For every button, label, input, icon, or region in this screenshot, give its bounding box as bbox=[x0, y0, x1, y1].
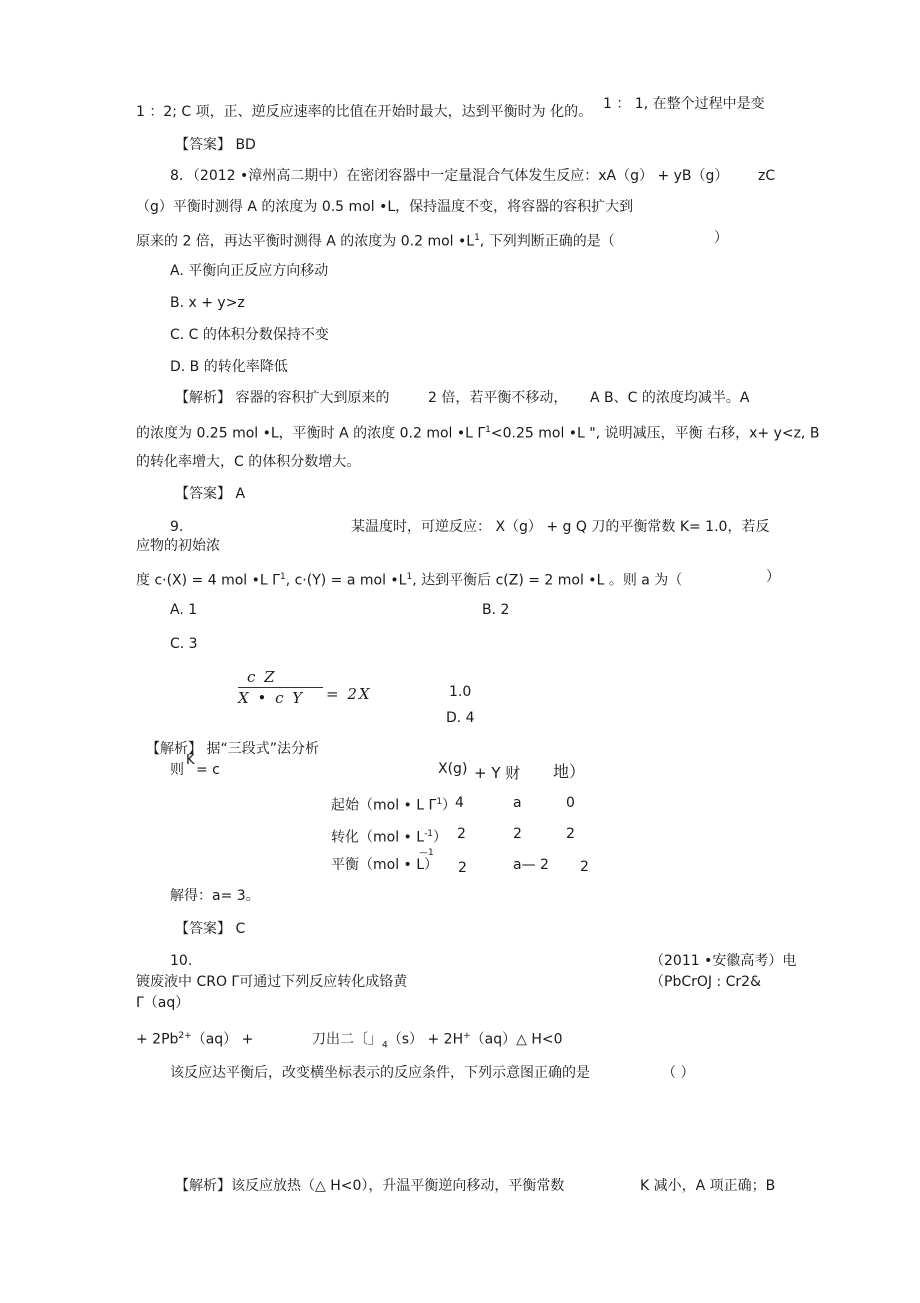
text-line: 1 ： 1, 在整个过程中是变 bbox=[603, 96, 765, 112]
text-run: , 下列判断正确的是（ bbox=[479, 233, 615, 250]
text-run: 的浓度为 0.25 mol •L，平衡时 A 的浓度 0.2 mol •L Γ bbox=[136, 425, 486, 442]
answer-label: 【答案】 BD bbox=[175, 137, 256, 153]
text-line bbox=[312, 1027, 563, 1054]
fraction-denominator: X • c Y bbox=[238, 689, 305, 707]
fraction-numerator: c Z bbox=[247, 668, 277, 686]
text-run: ） bbox=[442, 797, 457, 814]
table-cell: a— 2 bbox=[513, 857, 549, 873]
question-text: 该反应达平衡后，改变横坐标表示的反应条件，下列示意图正确的是 bbox=[170, 1065, 590, 1081]
text-line: （g）平衡时测得 A 的浓度为 0.5 mol •L，保持温度不变，将容器的容积扩大到 bbox=[136, 199, 634, 215]
question-9-number: 9. bbox=[170, 519, 184, 535]
answer-paren: ） bbox=[714, 230, 728, 246]
table-cell: 2 bbox=[458, 860, 467, 876]
option-d: D. 4 bbox=[446, 710, 475, 726]
answer-label: 【答案】 C bbox=[175, 921, 246, 937]
text-run: + 2Pb bbox=[136, 1031, 179, 1048]
superscript: 1 bbox=[436, 797, 443, 807]
text-run: （aq）△ H<0 bbox=[470, 1031, 563, 1048]
table-cell: 2 bbox=[566, 826, 575, 842]
text-line bbox=[136, 229, 615, 251]
question-9-stem: 某温度时，可逆反应： X（g） + g Q 刀的平衡常数 K= 1.0，若反 bbox=[351, 519, 770, 535]
table-cell: 4 bbox=[455, 795, 464, 811]
option-d: D. B 的转化率降低 bbox=[170, 359, 288, 375]
option-b: B. x + y>z bbox=[170, 295, 245, 311]
analysis-text: K 减小，A 项正确；B bbox=[640, 1178, 776, 1194]
text-line: Γ（aq） bbox=[136, 995, 190, 1011]
answer-paren: ） bbox=[766, 569, 780, 585]
text-run: 起始（mol • L Γ bbox=[331, 797, 437, 814]
text-run: （aq） + bbox=[191, 1031, 254, 1048]
table-header: 地） bbox=[553, 762, 586, 781]
text-line: （PbCrOJ : Cr2& bbox=[650, 974, 761, 990]
table-header: X(g) bbox=[438, 761, 468, 777]
text-run: （s） + 2H bbox=[387, 1031, 464, 1048]
table-row-label: 平衡（mol • L） bbox=[331, 857, 439, 873]
answer-paren: （ ） bbox=[662, 1065, 695, 1081]
k-symbol: K bbox=[186, 753, 195, 768]
superscript: 1 bbox=[474, 233, 480, 243]
superscript: 2+ bbox=[178, 1031, 192, 1041]
text-run: 刀出二〔」 bbox=[312, 1031, 382, 1048]
solution-text: 解得：a= 3。 bbox=[170, 888, 260, 904]
superscript: + bbox=[463, 1031, 471, 1041]
text-line: 应物的初始浓 bbox=[136, 538, 220, 554]
table-header: + Y 财 bbox=[474, 764, 521, 782]
analysis-text: 2 倍，若平衡不移动， bbox=[428, 390, 568, 406]
text-line: zC bbox=[758, 168, 776, 184]
text-line: 则 bbox=[170, 762, 184, 778]
text-run: ） bbox=[433, 829, 448, 846]
option-a: A. 平衡向正反应方向移动 bbox=[170, 263, 329, 279]
analysis-text: 【解析】 据“三段式”法分析 bbox=[146, 741, 319, 757]
text-line: 1 ：2; C 项，正、逆反应速率的比值在开始时最大，达到平衡时为 化的。 bbox=[136, 104, 593, 120]
option-c: C. 3 bbox=[170, 636, 198, 652]
superscript: 1 bbox=[406, 572, 413, 582]
superscript: —1 bbox=[419, 848, 434, 858]
question-10-number: 10. bbox=[170, 953, 193, 969]
text-run: 原来的 2 倍，再达平衡时测得 A 的浓度为 0.2 mol •L bbox=[136, 233, 475, 250]
answer-label: 【答案】 A bbox=[175, 486, 246, 502]
text-run: <0.25 mol •L ", 说明减压，平衡 右移，x+ y<z, B bbox=[490, 425, 820, 442]
text-line: 1.0 bbox=[449, 684, 472, 700]
analysis-text: 【解析】 容器的容积扩大到原来的 bbox=[175, 390, 390, 406]
table-cell: 2 bbox=[513, 826, 522, 842]
text-line bbox=[136, 568, 682, 590]
analysis-text bbox=[136, 421, 819, 443]
text-run: , c·(Y) = a mol •L bbox=[285, 572, 407, 589]
table-cell: 0 bbox=[566, 795, 575, 811]
text-line: 镀废液中 CRO Γ可通过下列反应转化成铬黄 bbox=[136, 974, 408, 990]
table-cell: a bbox=[513, 795, 522, 811]
table-cell: 2 bbox=[580, 859, 589, 875]
question-8-stem: 8．（2012 •漳州高二期中）在密闭容器中一定量混合气体发生反应：xA（g） + yB（g） bbox=[170, 168, 729, 184]
option-c: C. C 的体积分数保持不变 bbox=[170, 327, 329, 343]
text-line bbox=[136, 1027, 253, 1049]
text-line: = c bbox=[196, 762, 220, 778]
text-run: 度 c·(X) = 4 mol •L Γ bbox=[136, 572, 280, 589]
text-run: 转化（mol • L bbox=[331, 829, 425, 846]
analysis-text: A B、C 的浓度均减半。A bbox=[590, 390, 750, 406]
subscript: 4 bbox=[382, 1040, 388, 1051]
option-b: B. 2 bbox=[482, 602, 510, 618]
fraction-bar bbox=[238, 687, 323, 688]
table-row-label bbox=[331, 793, 456, 815]
analysis-text: 的转化率增大，C 的体积分数增大。 bbox=[136, 454, 361, 470]
option-a: A. 1 bbox=[170, 602, 198, 618]
question-10-source: （2011 •安徽高考）电 bbox=[650, 953, 797, 969]
superscript: 1 bbox=[279, 572, 286, 582]
fraction-rhs: = 2X bbox=[326, 685, 372, 703]
superscript: -1 bbox=[424, 829, 434, 839]
analysis-text: 【解析】该反应放热（△ H<0），升温平衡逆向移动，平衡常数 bbox=[175, 1178, 565, 1194]
superscript: 1 bbox=[485, 425, 491, 435]
table-cell: 2 bbox=[457, 826, 466, 842]
text-run: , 达到平衡后 c(Z) = 2 mol •L 。则 a 为（ bbox=[412, 572, 683, 589]
